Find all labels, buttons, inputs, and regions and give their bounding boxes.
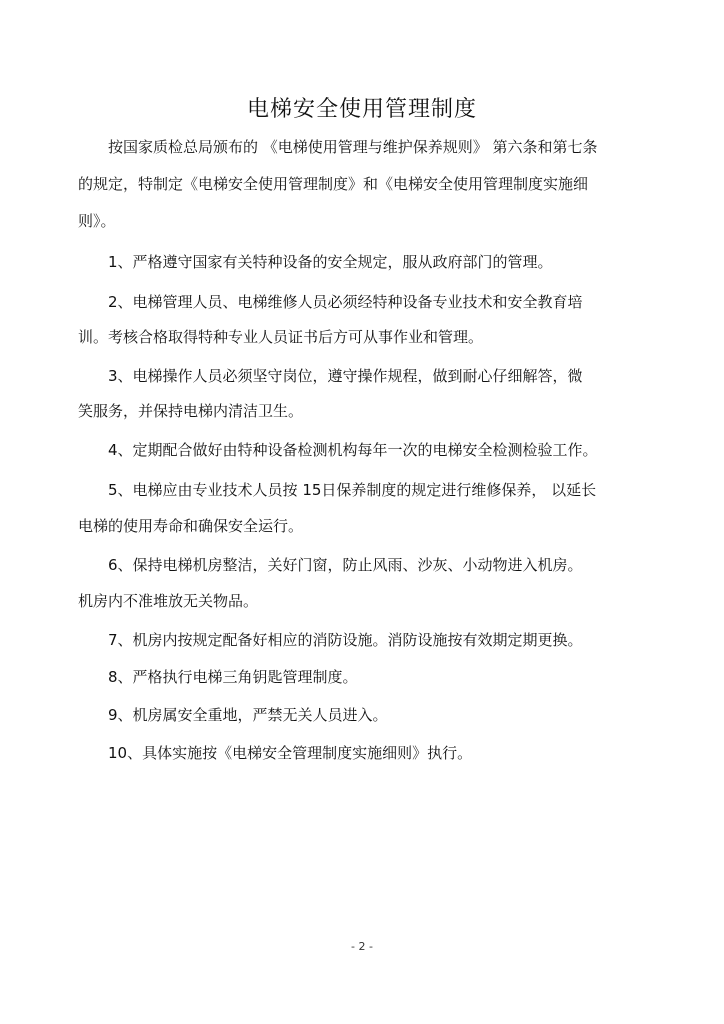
item-2-line-1: 2、电梯管理人员、电梯维修人员必须经特种设备专业技术和安全教育培: [108, 293, 583, 311]
intro-line-1: 按国家质检总局颁布的 《电梯使用管理与维护保养规则》 第六条和第七条: [108, 138, 598, 156]
item-3-line-1: 3、电梯操作人员必须坚守岗位，遵守操作规程，做到耐心仔细解答，微: [108, 367, 583, 385]
item-6-line-2: 机房内不准堆放无关物品。: [78, 592, 259, 610]
item-9-line-1: 9、机房属安全重地，严禁无关人员进入。: [108, 706, 388, 724]
item-6-line-1: 6、保持电梯机房整洁，关好门窗，防止风雨、沙灰、小动物进入机房。: [108, 556, 583, 574]
item-4-line-1: 4、定期配合做好由特种设备检测机构每年一次的电梯安全检测检验工作。: [108, 441, 598, 459]
item-5-line-2: 电梯的使用寿命和确保安全运行。: [78, 517, 304, 535]
document-title: 电梯安全使用管理制度: [246, 97, 477, 122]
item-5-line-1: 5、电梯应由专业技术人员按 15日保养制度的规定进行维修保养， 以延长: [108, 481, 597, 499]
item-1-line-1: 1、严格遵守国家有关特种设备的安全规定，服从政府部门的管理。: [108, 253, 553, 271]
item-3-line-2: 笑服务，并保持电梯内清洁卫生。: [78, 402, 304, 420]
item-8-line-1: 8、严格执行电梯三角钥匙管理制度。: [108, 668, 358, 686]
item-7-line-1: 7、机房内按规定配备好相应的消防设施。消防设施按有效期定期更换。: [108, 631, 583, 649]
item-2-line-2: 训。考核合格取得特种专业人员证书后方可从事作业和管理。: [78, 328, 484, 346]
intro-line-3: 则》。: [78, 212, 116, 230]
intro-line-2: 的规定，特制定《电梯安全使用管理制度》和《电梯安全使用管理制度实施细: [78, 175, 589, 193]
item-10-line-1: 10、具体实施按《电梯安全管理制度实施细则》执行。: [108, 744, 473, 762]
page-number: - 2 -: [351, 940, 373, 953]
